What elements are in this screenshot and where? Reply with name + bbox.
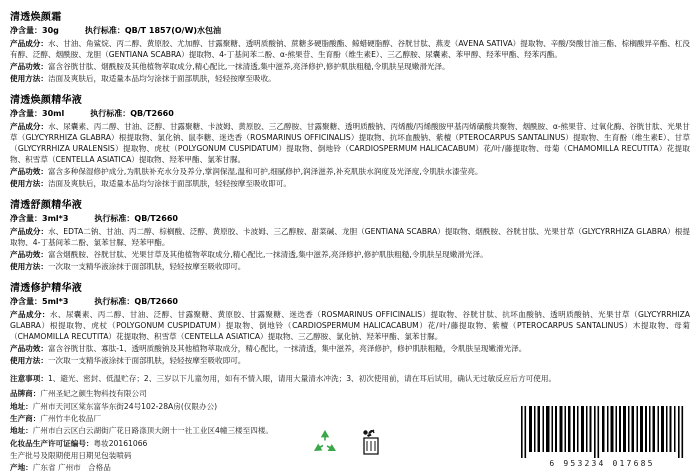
usage-field — [10, 355, 690, 366]
standard-code: 执行标准：QB/T2660 — [94, 297, 178, 306]
ingredients-field — [10, 121, 690, 165]
effect-label: 产品功效： — [10, 62, 48, 71]
address-value: 广州市天河区棠东富华东街24号102-28A房(仅限办公) — [32, 401, 218, 411]
usage-field — [10, 73, 690, 84]
usage-field — [10, 261, 690, 272]
cautions-label: 注意事项： — [10, 374, 48, 383]
origin-row — [10, 462, 690, 474]
effect-field — [10, 343, 690, 354]
ingredients-text: 水、甘油、角鲨烷、丙二醇、黄原胶、尤加醇、甘露聚糖、透明质酸钠、蔗糖多硬脂酸酯、鲸蜡硬脂醇、谷胱甘肽、燕麦（AVENA SATIVA）提取物、辛酸/癸酸甘油三酯、棕榈酸异辛酯、杠没有醇、泛醇、烟酰胺、龙胆（GENTIANA SCABRA）提取物、4-丁基间苯二酚、α-熊果苷、生育酚（维生素E）、三乙醇胺、尿囊素、苯甲醇、羟苯甲酯、羟苯丙酯。 — [10, 39, 691, 59]
effect-label: 产品功效： — [10, 250, 48, 259]
usage-text: 一次取一支精华液涂抹于面部肌肤，轻轻按摩至吸收即可。 — [47, 356, 246, 365]
section-title: 清透焕颜精华液 — [10, 95, 83, 106]
address-row — [10, 401, 690, 413]
license-value: 粤妆20161066 — [93, 438, 148, 448]
product-section — [10, 279, 690, 366]
standard-code: 执行标准：QB/T2660 — [90, 109, 174, 118]
effect-text: 富含多种保湿修护成分,为肌肤补充水分及养分,掌润保湿,温和可护,细腻修护,润泽滋养,补充肌肤水润度及光泽度,令肌肤水漆莹亮。 — [47, 167, 483, 176]
origin-label: 产地： — [10, 463, 33, 473]
section-meta — [10, 296, 690, 307]
effect-label: 产品功效： — [10, 344, 48, 353]
brand-label: 品牌商： — [10, 389, 41, 399]
net-content: 净含量：30ml — [10, 109, 65, 118]
net-content: 净含量：3ml*3 — [10, 214, 69, 223]
ingredients-field — [10, 38, 690, 60]
usage-text: 洁面及爽肤后，取适量本品均匀涂抹于面部肌肤，轻轻按摩至吸收即可。 — [47, 179, 291, 188]
factory-address-value: 广州市白云区白云湖街广花日路涤顶大朗十一社工业区4幢三楼至四楼。 — [32, 426, 274, 436]
ingredients-text: 水、尿囊素、丙二醇、甘油、泛醇、甘露聚糖、卡波姆、黄原胶、三乙醇胺、甘露聚糖、透明质酸钠、丙烯酸/丙烯酸胺甲基丙烯磺酸共聚物、烟酰胺、α-熊果苷、过氧化酶、谷胱甘肽、光果甘草（GLYCYRRHIZA GLABRA）根提取物、氯化钠、鼠李糖、迷迭香（ROSMARINUS OFFICINALIS）提取物、抗坏血酸钠、紫檀（PTEROCARPUS SANTALINUS）提取物、生育酚（维生素E）、甘草（GLYCYRRHIZA URALENSIS）提取物、虎杖（POLYGONUM CUSPIDATUM）提取物、倒地铃（CARDIOSPERMUM HALICACABUM）花/叶/藤提取物、母菊（CHAMOMILLA RECUTITA）花提取物、积雪草（CENTELLA ASIATICA）提取物、羟苯甲酯、氯苯甘脲。 — [10, 122, 691, 164]
usage-field — [10, 178, 690, 189]
product-section — [10, 91, 690, 189]
ingredients-label: 产品成分： — [10, 122, 49, 131]
usage-text: 洁面及爽肤后，取适量本品均匀涂抹于面部肌肤，轻轻按摩至吸收。 — [47, 74, 276, 83]
cautions-text: 1、避光、密封、低温贮存；2、三岁以下儿童勿用，如有不情入眼，请用大量清水冲洗；3、初次使用前，请在耳后试用，确认无过敏反应后方可使用。 — [47, 374, 557, 383]
net-content: 净含量：30g — [10, 26, 59, 35]
address-label: 地址： — [10, 401, 33, 411]
effect-field — [10, 166, 690, 177]
section-meta — [10, 25, 690, 36]
ingredients-field — [10, 226, 690, 248]
usage-label: 使用方法： — [10, 74, 48, 83]
ingredients-text: 水、尿囊素、丙二醇、甘油、泛醇、甘露聚糖、黄原胶、甘露聚糖、迷迭香（ROSMARINUS OFFICINALIS）提取物、谷胱甘肽、抗坏血酸钠、透明质酸钠、光果甘草（GLYCYRRHIZA GLABRA）根提取物、虎杖（POLYGONUM CUSPIDATUM）提取物、倒地铃（CARDIOSPERMUM HALICACABUM）花/叶/藤提取物、紫檀（PTEROCARPUS SANTALINUS）木提取物、母菊（CHAMOMILLA RECUTITA）花提取物、积雪草（CENTELLA ASIATICA）提取物、三乙醇胺、氯化钠、羟苯甲酯、氯苯甘脲。 — [10, 310, 690, 341]
factory-address-row — [10, 425, 690, 437]
effect-field — [10, 61, 690, 72]
usage-label: 使用方法： — [10, 262, 48, 271]
ingredients-label: 产品成分： — [10, 227, 49, 236]
barcode-number: 6 953234 017685 — [549, 459, 655, 469]
ingredients-field — [10, 309, 690, 342]
effect-text: 富含谷胱甘肽、寡肽-1、透明质酸钠及其他植物萃取成分，精心配比，一抹清透，集中滋养，亮泽修护，修护肌肤粗糙，令肌肤呈现嫩滑光泽。 — [47, 344, 527, 353]
cautions-field — [10, 373, 690, 384]
batch-row — [10, 450, 690, 462]
section-title: 清透舒颜精华液 — [10, 200, 83, 211]
product-section — [10, 8, 690, 84]
effect-field — [10, 249, 690, 260]
effect-label: 产品功效： — [10, 167, 48, 176]
ingredients-text: 水、EDTA二钠、甘油、丙二醇、棕榈酸、泛醇、黄原胶、卡波姆、三乙醇胺、甜菜碱、龙胆（GENTIANA SCABRA）提取物、烟酰胺、谷胱甘肽、光果甘草（GLYCYRRHIZA GLABRA）根提取物、4-丁基间苯二酚、氯苯甘脲、羟苯甲酯。 — [10, 227, 691, 247]
net-content: 净含量：5ml*3 — [10, 297, 69, 306]
ingredients-label: 产品成分： — [10, 39, 48, 48]
effect-text: 富含谷胱甘肽、烟酰胺及其他植物萃取成分,精心配比,一抹清透,集中滋养,亮泽修护,修护肌肤粗糙,令肌肤呈现嫩滑光泽。 — [47, 62, 450, 71]
usage-text: 一次取一支精华液涂抹于面部肌肤，轻轻按摩至吸收即可。 — [47, 262, 246, 271]
usage-label: 使用方法： — [10, 179, 48, 188]
brand-value: 广州圣妃之颜生物科技有限公司 — [40, 389, 147, 399]
license-row — [10, 438, 690, 450]
ingredients-label: 产品成分： — [10, 310, 50, 319]
brand-row — [10, 388, 690, 400]
section-title: 清透焕颜霜 — [10, 12, 62, 23]
quality-value: 合格品 — [88, 463, 111, 473]
manufacturer-block — [10, 388, 690, 474]
company-info — [10, 388, 690, 474]
section-title: 清透修护精华液 — [10, 283, 83, 294]
standard-code: 执行标准：QB/T2660 — [94, 214, 178, 223]
effect-text: 富含烟酰胺、谷胱甘肽、光果甘草及其他植物萃取成分,精心配比,一抹清透,集中滋养,亮泽修护,修护肌肤粗糙,令肌肤呈现嫩滑光泽。 — [47, 250, 488, 259]
usage-label: 使用方法： — [10, 356, 48, 365]
product-section — [10, 196, 690, 272]
producer-label: 生产商： — [10, 413, 41, 423]
producer-row — [10, 413, 690, 425]
factory-address-label: 地址： — [10, 426, 33, 436]
producer-value: 广州竹丰化妆品厂 — [40, 413, 102, 423]
section-meta — [10, 108, 690, 119]
origin-value: 广东省 广州市 — [32, 463, 81, 473]
section-meta — [10, 213, 690, 224]
batch-label: 生产批号及限期使用日期见包装喷码 — [10, 450, 132, 460]
license-label: 化妆品生产许可证编号： — [10, 438, 94, 448]
standard-code: 执行标准：QB/T 1857(O/W)水包油 — [84, 26, 222, 35]
